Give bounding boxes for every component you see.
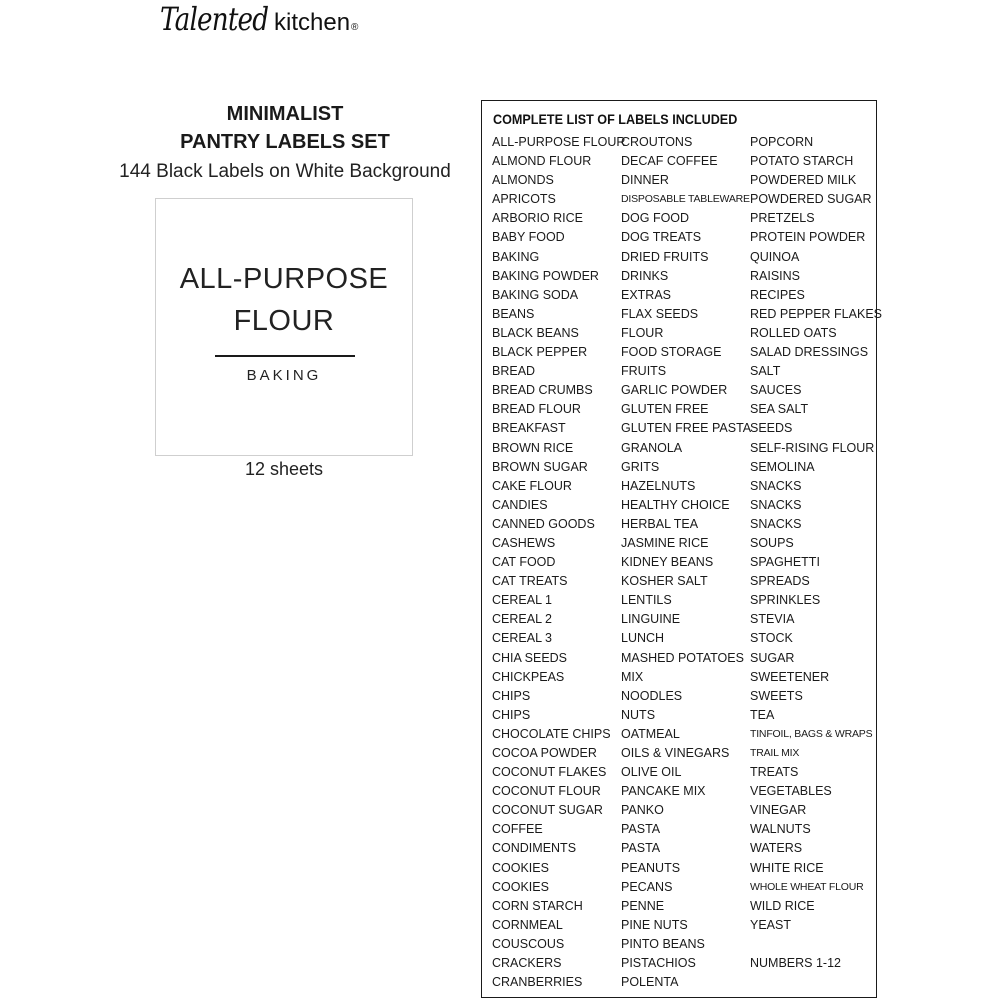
label-list-item: SWEETENER	[750, 669, 830, 684]
label-list-item: SNACKS	[750, 516, 802, 531]
label-list-item: SAUCES	[750, 383, 802, 398]
label-list-item: BREAD	[492, 364, 536, 379]
label-list-item: CHOCOLATE CHIPS	[492, 726, 611, 741]
label-list-item: CROUTONS	[621, 135, 693, 149]
label-list-item: APRICOTS	[492, 192, 556, 207]
label-list-item: VEGETABLES	[750, 784, 832, 799]
label-list-item: TREATS	[750, 765, 799, 780]
label-list-item: SELF-RISING FLOUR	[750, 440, 875, 455]
label-list-item: CAT FOOD	[492, 555, 556, 570]
label-list-item: WALNUTS	[750, 822, 811, 837]
label-list-item: DOG FOOD	[621, 211, 690, 226]
label-list-item: NUMBERS 1-12	[750, 956, 841, 971]
label-list-item: CAT TREATS	[492, 574, 568, 589]
label-list-item: FRUITS	[621, 364, 667, 379]
sample-label-name-line1: ALL-PURPOSE	[179, 263, 389, 295]
label-list-item: DRIED FRUITS	[621, 249, 709, 264]
label-list-item: CAKE FLOUR	[492, 478, 572, 493]
label-list-item: KIDNEY BEANS	[621, 555, 714, 570]
label-list-item: SPREADS	[750, 574, 810, 589]
label-list-item: LINGUINE	[621, 612, 681, 627]
label-list-item: GLUTEN FREE PASTA	[621, 421, 752, 436]
label-list-item: BEANS	[492, 306, 535, 321]
sample-label-divider	[215, 355, 355, 357]
label-list-item: GRITS	[621, 459, 660, 474]
label-list-item: OATMEAL	[621, 726, 680, 741]
label-list-item: DINNER	[621, 173, 669, 188]
label-list-item: SPRINKLES	[750, 593, 821, 608]
label-list-item: ARBORIO RICE	[492, 211, 583, 226]
label-list-item: WHITE RICE	[750, 860, 824, 875]
label-list-item: PASTA	[621, 822, 661, 837]
label-list-item: PASTA	[621, 841, 661, 856]
label-list-item: VINEGAR	[750, 803, 807, 818]
label-list-item: WHOLE WHEAT FLOUR	[750, 880, 864, 893]
label-list-item: FLOUR	[621, 325, 664, 340]
label-list-item: GRANOLA	[621, 440, 683, 455]
label-list-item: BLACK BEANS	[492, 325, 579, 340]
sample-label-category: BAKING	[246, 367, 322, 384]
label-list-item: CANDIES	[492, 497, 548, 512]
label-list-item: YEAST	[750, 917, 791, 932]
label-list-item: MASHED POTATOES	[621, 650, 744, 665]
brand-logo-word: kitchen	[274, 9, 351, 36]
label-list-item: STEVIA	[750, 612, 795, 627]
label-list-item: PRETZELS	[750, 211, 815, 226]
label-list-item: CEREAL 1	[492, 593, 552, 608]
label-list-item: MIX	[621, 669, 644, 684]
label-list-item: SALT	[750, 364, 781, 379]
label-list-item: BREAD FLOUR	[492, 402, 581, 417]
label-list-item: COOKIES	[492, 860, 549, 875]
label-list-item: DECAF COFFEE	[621, 154, 718, 169]
label-list-item: CONDIMENTS	[492, 841, 577, 856]
label-list-item: RED PEPPER FLAKES	[750, 306, 882, 321]
label-list-item: SWEETS	[750, 688, 803, 703]
label-list-item: LUNCH	[621, 631, 665, 646]
label-list-item: SNACKS	[750, 478, 802, 493]
label-list-item: PROTEIN POWDER	[750, 230, 866, 245]
label-list-item: SOUPS	[750, 535, 794, 550]
label-list-item: PENNE	[621, 898, 665, 913]
label-list-item: HERBAL TEA	[621, 516, 699, 531]
product-subtitle: 144 Black Labels on White Background	[119, 161, 451, 182]
label-list-item: FLAX SEEDS	[621, 306, 699, 321]
label-list-item: SEEDS	[750, 421, 793, 436]
label-list-item: BABY FOOD	[492, 230, 565, 245]
label-list-item: PANCAKE MIX	[621, 784, 706, 799]
label-list-item: DOG TREATS	[621, 230, 702, 245]
label-list-item: DISPOSABLE TABLEWARE	[621, 193, 750, 206]
label-list-item: CHIA SEEDS	[492, 650, 568, 665]
labels-column-3	[750, 133, 882, 973]
labels-column-1	[492, 133, 625, 992]
label-list-item: POWDERED SUGAR	[750, 192, 872, 207]
label-list-item: CHIPS	[492, 707, 531, 722]
label-list-item: KOSHER SALT	[621, 574, 708, 589]
label-list-item: PISTACHIOS	[621, 956, 696, 971]
label-list-item	[750, 935, 882, 954]
label-list-item: JASMINE RICE	[621, 535, 709, 550]
label-list-item: COCONUT SUGAR	[492, 803, 603, 818]
label-list-item: SNACKS	[750, 497, 802, 512]
label-list-item: PECANS	[621, 879, 673, 894]
label-list-item: POWDERED MILK	[750, 173, 857, 188]
label-list-item: QUINOA	[750, 249, 800, 264]
label-list-item: COCOA POWDER	[492, 746, 597, 760]
labels-list-header: COMPLETE LIST OF LABELS INCLUDED	[493, 111, 738, 127]
label-list-item: CRANBERRIES	[492, 975, 583, 990]
label-list-item: CANNED GOODS	[492, 516, 595, 531]
registered-mark: ®	[351, 22, 359, 33]
brand-logo-script: Talented	[160, 0, 269, 38]
label-list-item: CRACKERS	[492, 956, 562, 971]
label-list-item: FOOD STORAGE	[621, 345, 722, 360]
label-list-item: WILD RICE	[750, 898, 815, 913]
label-list-item: NOODLES	[621, 688, 683, 703]
label-list-item: EXTRAS	[621, 287, 672, 302]
label-list-item: SUGAR	[750, 650, 795, 665]
label-list-item: LENTILS	[621, 593, 672, 608]
label-list-item: ALMOND FLOUR	[492, 154, 592, 169]
label-list-item: ALMONDS	[492, 173, 554, 188]
label-list-item: BROWN SUGAR	[492, 459, 588, 474]
label-list-item: RECIPES	[750, 287, 805, 302]
label-list-item: BREAD CRUMBS	[492, 383, 593, 398]
sample-label-card	[155, 198, 413, 456]
label-list-item: OLIVE OIL	[621, 765, 682, 780]
labels-list-panel	[481, 100, 882, 998]
label-list-item: BLACK PEPPER	[492, 345, 588, 360]
label-list-item: BREAKFAST	[492, 421, 566, 436]
product-title-line2: PANTRY LABELS SET	[180, 131, 390, 153]
label-list-item: SEA SALT	[750, 402, 809, 417]
label-list-item: CASHEWS	[492, 535, 556, 550]
label-list-item: HAZELNUTS	[621, 478, 696, 493]
label-list-item: CEREAL 3	[492, 631, 552, 646]
label-list-item: NUTS	[621, 707, 656, 722]
label-list-item: POTATO STARCH	[750, 154, 854, 169]
label-list-item: BAKING POWDER	[492, 268, 599, 283]
label-list-item: POPCORN	[750, 135, 814, 149]
label-list-item: TINFOIL, BAGS & WRAPS	[750, 727, 873, 740]
product-title-line1: MINIMALIST	[226, 103, 344, 125]
label-list-item: POLENTA	[621, 975, 679, 990]
label-list-item: TEA	[750, 707, 775, 722]
label-list-item: COCONUT FLOUR	[492, 784, 601, 799]
label-list-item: TRAIL MIX	[750, 747, 800, 759]
label-list-item: WATERS	[750, 841, 803, 856]
label-list-item: COCONUT FLAKES	[492, 765, 607, 780]
label-list-item: CHICKPEAS	[492, 669, 565, 684]
label-list-item: GLUTEN FREE	[621, 402, 709, 417]
label-list-item: CORN STARCH	[492, 898, 583, 913]
label-list-item: COOKIES	[492, 879, 549, 894]
sample-label-name-line2: FLOUR	[233, 305, 335, 337]
sheet-count: 12 sheets	[244, 459, 324, 479]
label-list-item: SALAD DRESSINGS	[750, 345, 869, 360]
label-list-item: CEREAL 2	[492, 612, 552, 627]
label-list-item: ROLLED OATS	[750, 325, 837, 340]
label-list-item: GARLIC POWDER	[621, 383, 728, 398]
label-list-item: DRINKS	[621, 268, 669, 283]
label-list-item: OILS & VINEGARS	[621, 746, 730, 760]
label-list-item: ALL-PURPOSE FLOUR	[492, 135, 626, 149]
brand-logo	[160, 0, 420, 50]
label-list-item: STOCK	[750, 631, 793, 646]
label-list-item: COUSCOUS	[492, 936, 565, 951]
label-list-item: COFFEE	[492, 822, 543, 837]
label-list-item: CORNMEAL	[492, 917, 563, 932]
label-list-item: CHIPS	[492, 688, 531, 703]
label-list-item: BAKING SODA	[492, 287, 579, 302]
label-list-item: PEANUTS	[621, 860, 681, 875]
label-list-item: SEMOLINA	[750, 459, 815, 474]
label-list-item: BROWN RICE	[492, 440, 574, 455]
label-list-item: BAKING	[492, 249, 540, 264]
label-list-item: PANKO	[621, 803, 664, 818]
label-list-item: PINE NUTS	[621, 917, 688, 932]
label-list-item: RAISINS	[750, 268, 801, 283]
label-list-item: PINTO BEANS	[621, 936, 705, 951]
label-list-item: HEALTHY CHOICE	[621, 497, 730, 512]
labels-column-2	[621, 133, 751, 992]
label-list-item: SPAGHETTI	[750, 555, 820, 570]
